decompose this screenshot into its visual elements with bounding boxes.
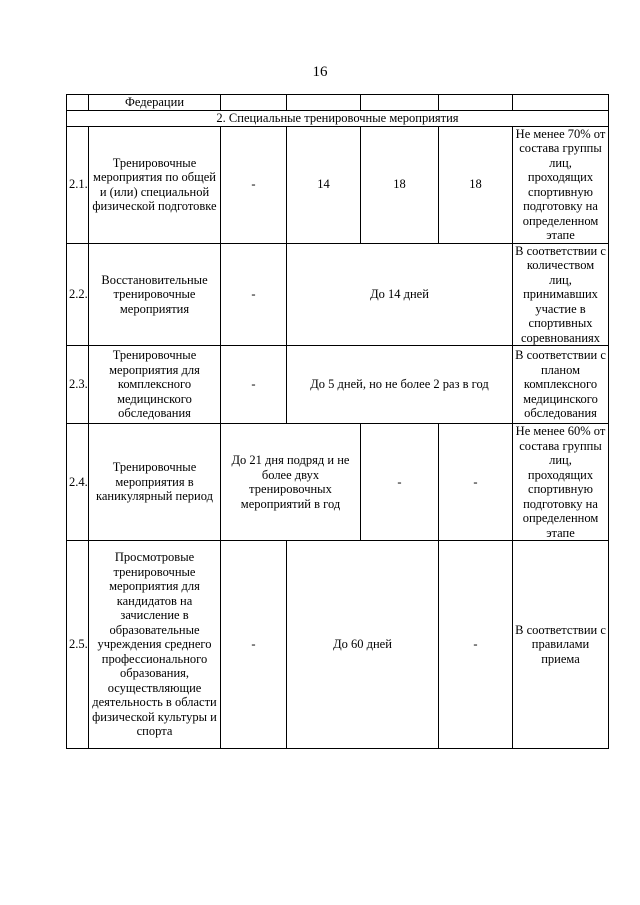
condition-cell: Не менее 70% от состава группы лиц, проходящих спортивную подготовку на определенном этапе: [513, 126, 609, 243]
value-cell: 18: [439, 126, 513, 243]
value-cell: -: [221, 126, 287, 243]
condition-cell: В соответствии с количеством лиц, принимавших участие в спортивных соревнованиях: [513, 243, 609, 346]
header-name-cell: Федерации: [89, 95, 221, 111]
value-cell: -: [221, 243, 287, 346]
merged-value-cell: До 60 дней: [287, 541, 439, 749]
row-number: 2.2.: [67, 243, 89, 346]
header-num-cell: [67, 95, 89, 111]
row-number: 2.1.: [67, 126, 89, 243]
section-row: [67, 110, 609, 126]
header-cell: [287, 95, 361, 111]
table-row: [67, 541, 609, 749]
table-row: [67, 243, 609, 346]
merged-value-cell: До 5 дней, но не более 2 раз в год: [287, 346, 513, 424]
value-cell: -: [361, 424, 439, 541]
training-events-table: [66, 94, 609, 749]
page-number: 16: [312, 64, 328, 80]
condition-cell: В соответствии с планом комплексного медицинского обследования: [513, 346, 609, 424]
header-row: [67, 95, 609, 111]
value-cell: -: [439, 541, 513, 749]
event-name: Тренировочные мероприятия в каникулярный период: [89, 424, 221, 541]
row-number: 2.5.: [67, 541, 89, 749]
value-cell: -: [439, 424, 513, 541]
header-cell: [221, 95, 287, 111]
value-cell: 14: [287, 126, 361, 243]
merged-value-cell: До 14 дней: [287, 243, 513, 346]
table-row: [67, 424, 609, 541]
header-cell: [439, 95, 513, 111]
header-cell: [513, 95, 609, 111]
merged-value-cell: До 21 дня подряд и не более двух тренировочных мероприятий в год: [221, 424, 361, 541]
section-title: 2. Специальные тренировочные мероприятия: [67, 110, 609, 126]
value-cell: -: [221, 541, 287, 749]
event-name: Тренировочные мероприятия для комплексного медицинского обследования: [89, 346, 221, 424]
row-number: 2.4.: [67, 424, 89, 541]
value-cell: -: [221, 346, 287, 424]
table-row: [67, 346, 609, 424]
header-cell: [361, 95, 439, 111]
event-name: Восстановительные тренировочные мероприятия: [89, 243, 221, 346]
value-cell: 18: [361, 126, 439, 243]
event-name: Тренировочные мероприятия по общей и (или) специальной физической подготовке: [89, 126, 221, 243]
condition-cell: Не менее 60% от состава группы лиц, проходящих спортивную подготовку на определенном этапе: [513, 424, 609, 541]
table-row: [67, 126, 609, 243]
row-number: 2.3.: [67, 346, 89, 424]
condition-cell: В соответствии с правилами приема: [513, 541, 609, 749]
event-name: Просмотровые тренировочные мероприятия для кандидатов на зачисление в образовательные учреждения среднего профессионального образования, осуществляющие деятельность в области физической культуры и спорта: [89, 541, 221, 749]
